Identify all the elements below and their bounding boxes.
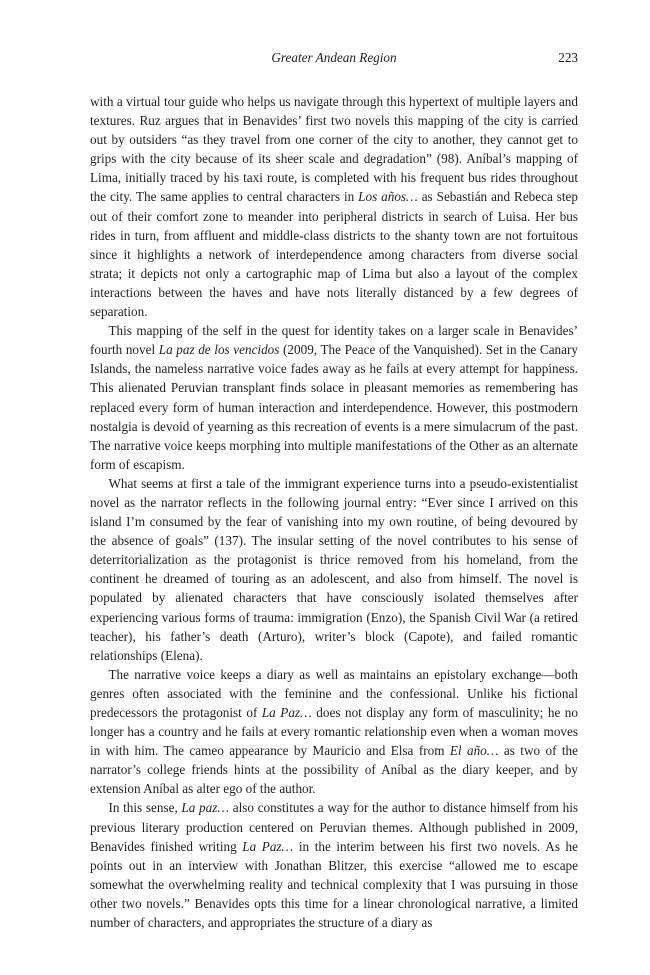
text-run: does not display any form of masculinity; he no longer has a country and he fails at every romantic relationship even when a woman moves in with him. The cameo appearance by Mauricio and Elsa from (90, 705, 578, 759)
page-number: 223 (558, 50, 578, 65)
text-run: What seems at first a tale of the immigrant experience turns into a pseudo-existentialist novel as the narrator reflects in the following journal entry: “Ever since I arrived on this island I’m consumed by the fear of vanishing into my own routine, of being devoured by the absence of goals” (137). The insular setting of the novel contributes to his sense of deterritorialization as the protagonist is thrice removed from his homeland, from the continent he dreamed of touring as an adolescent, and also from himself. The novel is populated by alienated characters that have consciously isolated themselves after experiencing various forms of trauma: immigration (Enzo), the Spanish Civil War (a retired teacher), his father’s death (Arturo), writer’s block (Capote), and failed romantic relationships (Elena). (90, 475, 578, 663)
italic-title: La Paz… (242, 838, 294, 854)
italic-title: La paz… (181, 800, 230, 816)
running-head (90, 48, 578, 68)
text-run: with a virtual tour guide who helps us navigate through this hypertext of multiple layers and textures. Ruz argues that in Benavides’ first two novels this mapping of the city is carried out by outsiders “as they travel from one corner of the city to another, they cannot get to grips with the city because of its sheer scale and degradation” (98). Aníbal’s mapping of Lima, initially traced by his taxi route, is completed with his frequent bus rides throughout the city. The same applies to central characters in (90, 94, 578, 205)
paragraph (90, 665, 578, 799)
paragraph (90, 474, 578, 665)
body-text (90, 92, 578, 932)
italic-title: El año… (449, 743, 499, 759)
text-run: in the interim between his first two novels. As he points out in an interview with Jonathan Blitzer, this exercise “allowed me to escape somewhat the overwhelming reality and technical complexity that I was pursuing in those other two novels.” Benavides opts this time for a linear chronological narrative, a limited number of characters, and appropriates the structure of a diary as (90, 838, 578, 931)
text-run: as two of the narrator’s college friends hints at the possibility of Aníbal as the diary keeper, and by extension Aníbal as alter ego of the author. (90, 743, 578, 797)
italic-title: La Paz… (261, 705, 312, 720)
text-run: In this sense, (108, 800, 182, 816)
text-run: also constitutes a way for the author to distance himself from his previous literary production centered on Peruvian themes. Although published in 2009, Benavides finished writing (90, 800, 578, 854)
text-run: The narrative voice keeps a diary as well as maintains an epistolary exchange—both genres often associated with the feminine and the confessional. Unlike his fictional predecessors the protagonist of (90, 666, 578, 720)
paragraph (90, 92, 578, 321)
text-run: as Sebastián and Rebeca step out of their comfort zone to meander into peripheral districts in search of Luisa. Her bus rides in turn, from affluent and middle-class districts to the shanty town are not fortuitous since it highlights a network of interdependence among characters from diverse social strata; it depicts not only a cartographic map of Lima but also a layout of the complex interactions between the haves and have nots literally distanced by a few degrees of separation. (90, 189, 578, 320)
paragraph (90, 321, 578, 474)
italic-title: La paz de los vencidos (158, 342, 280, 358)
paragraph (90, 798, 578, 932)
italic-title: Los años… (358, 189, 418, 205)
text-run: This mapping of the self in the quest for identity takes on a larger scale in Benavides’ fourth novel (90, 323, 578, 358)
text-run: (2009, The Peace of the Vanquished). Set in the Canary Islands, the nameless narrative voice fades away as he fails at every attempt for happiness. This alienated Peruvian transplant finds solace in pleasant memories as remembering has replaced every form of human interaction and interdependence. However, this postmodern nostalgia is devoid of yearning as this recreation of events is a mere simulacrum of the past. The narrative voice keeps morphing into multiple manifestations of the Other as an alternate form of escapism. (90, 342, 578, 472)
running-head-title: Greater Andean Region (271, 50, 397, 65)
